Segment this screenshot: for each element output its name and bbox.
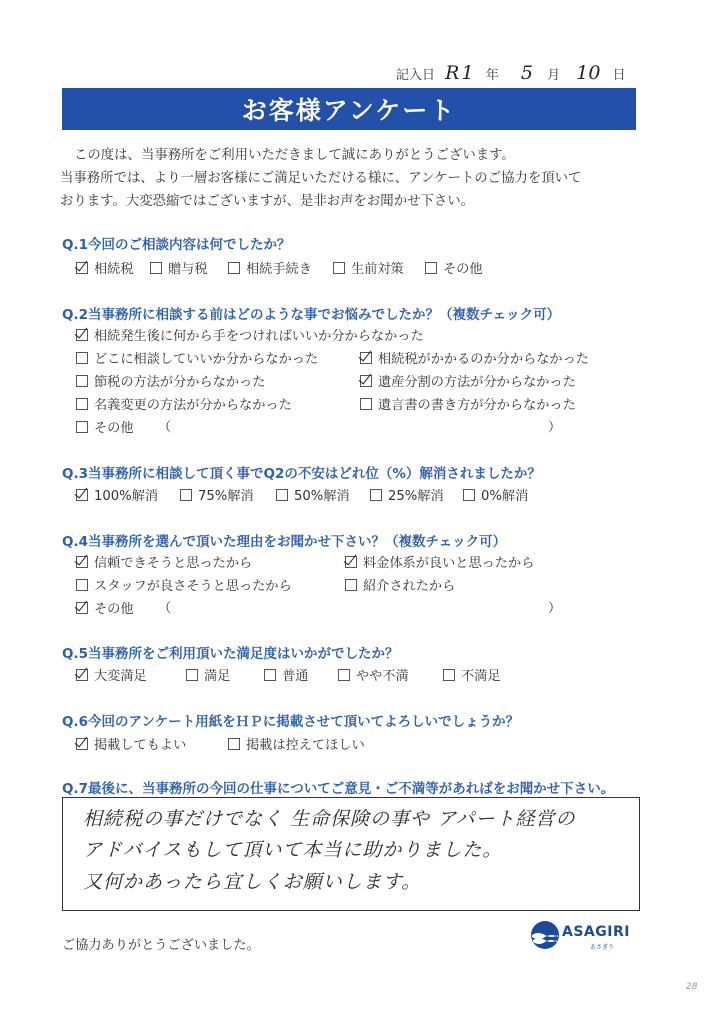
q3-option[interactable] xyxy=(370,485,444,504)
option-label: 普通 xyxy=(282,669,309,684)
option-label: 遺産分割の方法が分からなかった xyxy=(378,375,576,390)
q5-option[interactable] xyxy=(186,665,230,684)
checkbox[interactable] xyxy=(76,262,88,274)
q2-title: Q.2当事務所に相談する前はどのような事でお悩みでしたか？（複数チェック可） xyxy=(62,307,561,323)
option-label: 相続発生後に何から手をつければいいか分からなかった xyxy=(94,329,424,344)
checkbox[interactable] xyxy=(76,579,88,591)
option-label: 紹介されたから xyxy=(363,579,456,594)
q1-option[interactable] xyxy=(333,258,404,277)
checkbox[interactable] xyxy=(443,669,455,681)
checkbox[interactable] xyxy=(360,398,372,410)
option-label: どこに相談していいか分からなかった xyxy=(94,352,319,367)
date-era: R xyxy=(445,62,460,84)
checkbox[interactable] xyxy=(76,352,88,364)
q6-title: Q.6今回のアンケート用紙をＨＰに掲載させて頂いてよろしいでしょうか？ xyxy=(62,714,520,730)
thanks-message: ご協力ありがとうございました。 xyxy=(62,938,260,953)
comment-line: 又何かあったら宜しくお願いします。 xyxy=(83,871,422,893)
intro-line: 当事務所では、より一層お客様にご満足いただける様に、アンケートのご協力を頂いて xyxy=(60,171,582,186)
q4-option[interactable] xyxy=(345,552,534,571)
intro-text xyxy=(60,144,640,213)
q5-option[interactable] xyxy=(338,665,409,684)
option-label: その他 xyxy=(94,602,134,617)
option-label: スタッフが良さそうと思ったから xyxy=(94,579,292,594)
q2-option[interactable] xyxy=(76,417,134,436)
intro-line: おります。大変恐縮ではございますが、是非お声をお聞かせ下さい。 xyxy=(60,194,475,209)
checkbox[interactable] xyxy=(76,421,88,433)
checkbox[interactable] xyxy=(360,352,372,364)
q1-option[interactable] xyxy=(150,258,208,277)
option-label: 相続税がかかるのか分からなかった xyxy=(378,352,589,367)
page-title: お客様アンケート xyxy=(62,88,636,130)
option-label: 満足 xyxy=(204,669,231,684)
day-label: 日 xyxy=(612,68,626,83)
q3-option[interactable] xyxy=(276,485,350,504)
q4-option[interactable] xyxy=(76,575,292,594)
checkbox[interactable] xyxy=(76,602,88,614)
option-label: 相続手続き xyxy=(246,262,312,277)
option-label: 掲載してもよい xyxy=(94,738,187,753)
q4-option[interactable] xyxy=(345,575,455,594)
checkbox[interactable] xyxy=(370,489,382,501)
checkbox[interactable] xyxy=(76,556,88,568)
q5-option[interactable] xyxy=(76,665,147,684)
checkbox[interactable] xyxy=(345,579,357,591)
q2-option[interactable] xyxy=(360,348,589,367)
option-label: 75%解消 xyxy=(198,489,254,504)
q2-option[interactable] xyxy=(76,348,318,367)
option-label: 0%解消 xyxy=(481,489,529,504)
comment-box[interactable] xyxy=(62,797,640,911)
date-month: 5 xyxy=(520,62,533,84)
q6-option[interactable] xyxy=(228,734,365,753)
checkbox[interactable] xyxy=(76,329,88,341)
q2-option[interactable] xyxy=(360,394,576,413)
logo-subtext: あさぎり xyxy=(590,944,615,951)
q1-option[interactable] xyxy=(76,258,134,277)
wave-logo-icon xyxy=(530,920,560,950)
checkbox[interactable] xyxy=(345,556,357,568)
q2-option[interactable] xyxy=(76,325,424,344)
q1-option[interactable] xyxy=(228,258,312,277)
month-label: 月 xyxy=(547,68,561,83)
option-label: 25%解消 xyxy=(388,489,444,504)
q3-option[interactable] xyxy=(180,485,254,504)
checkbox[interactable] xyxy=(360,375,372,387)
checkbox[interactable] xyxy=(76,669,88,681)
q4-option[interactable] xyxy=(76,552,252,571)
checkbox[interactable] xyxy=(76,375,88,387)
q1-option[interactable] xyxy=(425,258,483,277)
option-label: 料金体系が良いと思ったから xyxy=(363,556,535,571)
entry-date xyxy=(396,62,626,84)
checkbox[interactable] xyxy=(276,489,288,501)
comment-line: 相続税の事だけでなく 生命保険の事や アパート経営の xyxy=(83,808,576,830)
q2-option[interactable] xyxy=(360,371,576,390)
option-label: 不満足 xyxy=(461,669,501,684)
asagiri-logo xyxy=(530,918,630,962)
q2-option[interactable] xyxy=(76,371,265,390)
option-label: 相続税 xyxy=(94,262,134,277)
checkbox[interactable] xyxy=(264,669,276,681)
option-label: 掲載は控えてほしい xyxy=(246,738,365,753)
option-label: 贈与税 xyxy=(168,262,208,277)
option-label: 名義変更の方法が分からなかった xyxy=(94,398,292,413)
other-paren-close: ） xyxy=(548,601,562,616)
checkbox[interactable] xyxy=(228,738,240,750)
option-label: 100%解消 xyxy=(94,489,159,504)
option-label: その他 xyxy=(94,421,134,436)
checkbox[interactable] xyxy=(76,489,88,501)
q7-title: Q.7最後に、当事務所の今回の仕事についてご意見・ご不満等があればをお聞かせ下さい。 xyxy=(62,781,615,797)
intro-line: この度は、当事務所をご利用いただきまして誠にありがとうございます。 xyxy=(74,148,515,163)
checkbox[interactable] xyxy=(425,262,437,274)
comment-line: アドバイスもして頂いて本当に助かりました。 xyxy=(83,839,503,861)
other-paren-open: （ xyxy=(158,601,172,616)
date-day: 10 xyxy=(576,62,601,84)
page-number: 28 xyxy=(686,982,698,992)
checkbox[interactable] xyxy=(186,669,198,681)
option-label: 生前対策 xyxy=(351,262,404,277)
year-label: 年 xyxy=(485,68,499,83)
q3-option[interactable] xyxy=(463,485,528,504)
other-paren-open: （ xyxy=(158,420,172,435)
q5-option[interactable] xyxy=(264,665,308,684)
checkbox[interactable] xyxy=(333,262,345,274)
option-label: やや不満 xyxy=(356,669,409,684)
date-year: 1 xyxy=(461,62,474,84)
option-label: その他 xyxy=(443,262,483,277)
checkbox[interactable] xyxy=(463,489,475,501)
q4-title: Q.4当事務所を選んで頂いた理由をお聞かせ下さい？（複数チェック可） xyxy=(62,534,507,550)
checkbox[interactable] xyxy=(76,738,88,750)
option-label: 遺言書の書き方が分からなかった xyxy=(378,398,576,413)
option-label: 大変満足 xyxy=(94,669,147,684)
q6-option[interactable] xyxy=(76,734,186,753)
q2-option[interactable] xyxy=(76,394,292,413)
checkbox[interactable] xyxy=(150,262,162,274)
q4-option[interactable] xyxy=(76,598,134,617)
q3-option[interactable] xyxy=(76,485,158,504)
other-paren-close: ） xyxy=(548,420,562,435)
q3-title: Q.3当事務所に相談して頂く事でQ2の不安はどれ位（%）解消されましたか？ xyxy=(62,466,541,482)
option-label: 信頼できそうと思ったから xyxy=(94,556,253,571)
q1-title: Q.1今回のご相談内容は何でしたか？ xyxy=(62,237,291,253)
checkbox[interactable] xyxy=(338,669,350,681)
logo-text: ASAGIRI xyxy=(562,924,630,940)
q5-option[interactable] xyxy=(443,665,501,684)
checkbox[interactable] xyxy=(76,398,88,410)
checkbox[interactable] xyxy=(180,489,192,501)
q5-title: Q.5当事務所をご利用頂いた満足度はいかがでしたか？ xyxy=(62,646,399,662)
date-label: 記入日 xyxy=(396,68,436,83)
option-label: 50%解消 xyxy=(294,489,350,504)
checkbox[interactable] xyxy=(228,262,240,274)
option-label: 節税の方法が分からなかった xyxy=(94,375,266,390)
